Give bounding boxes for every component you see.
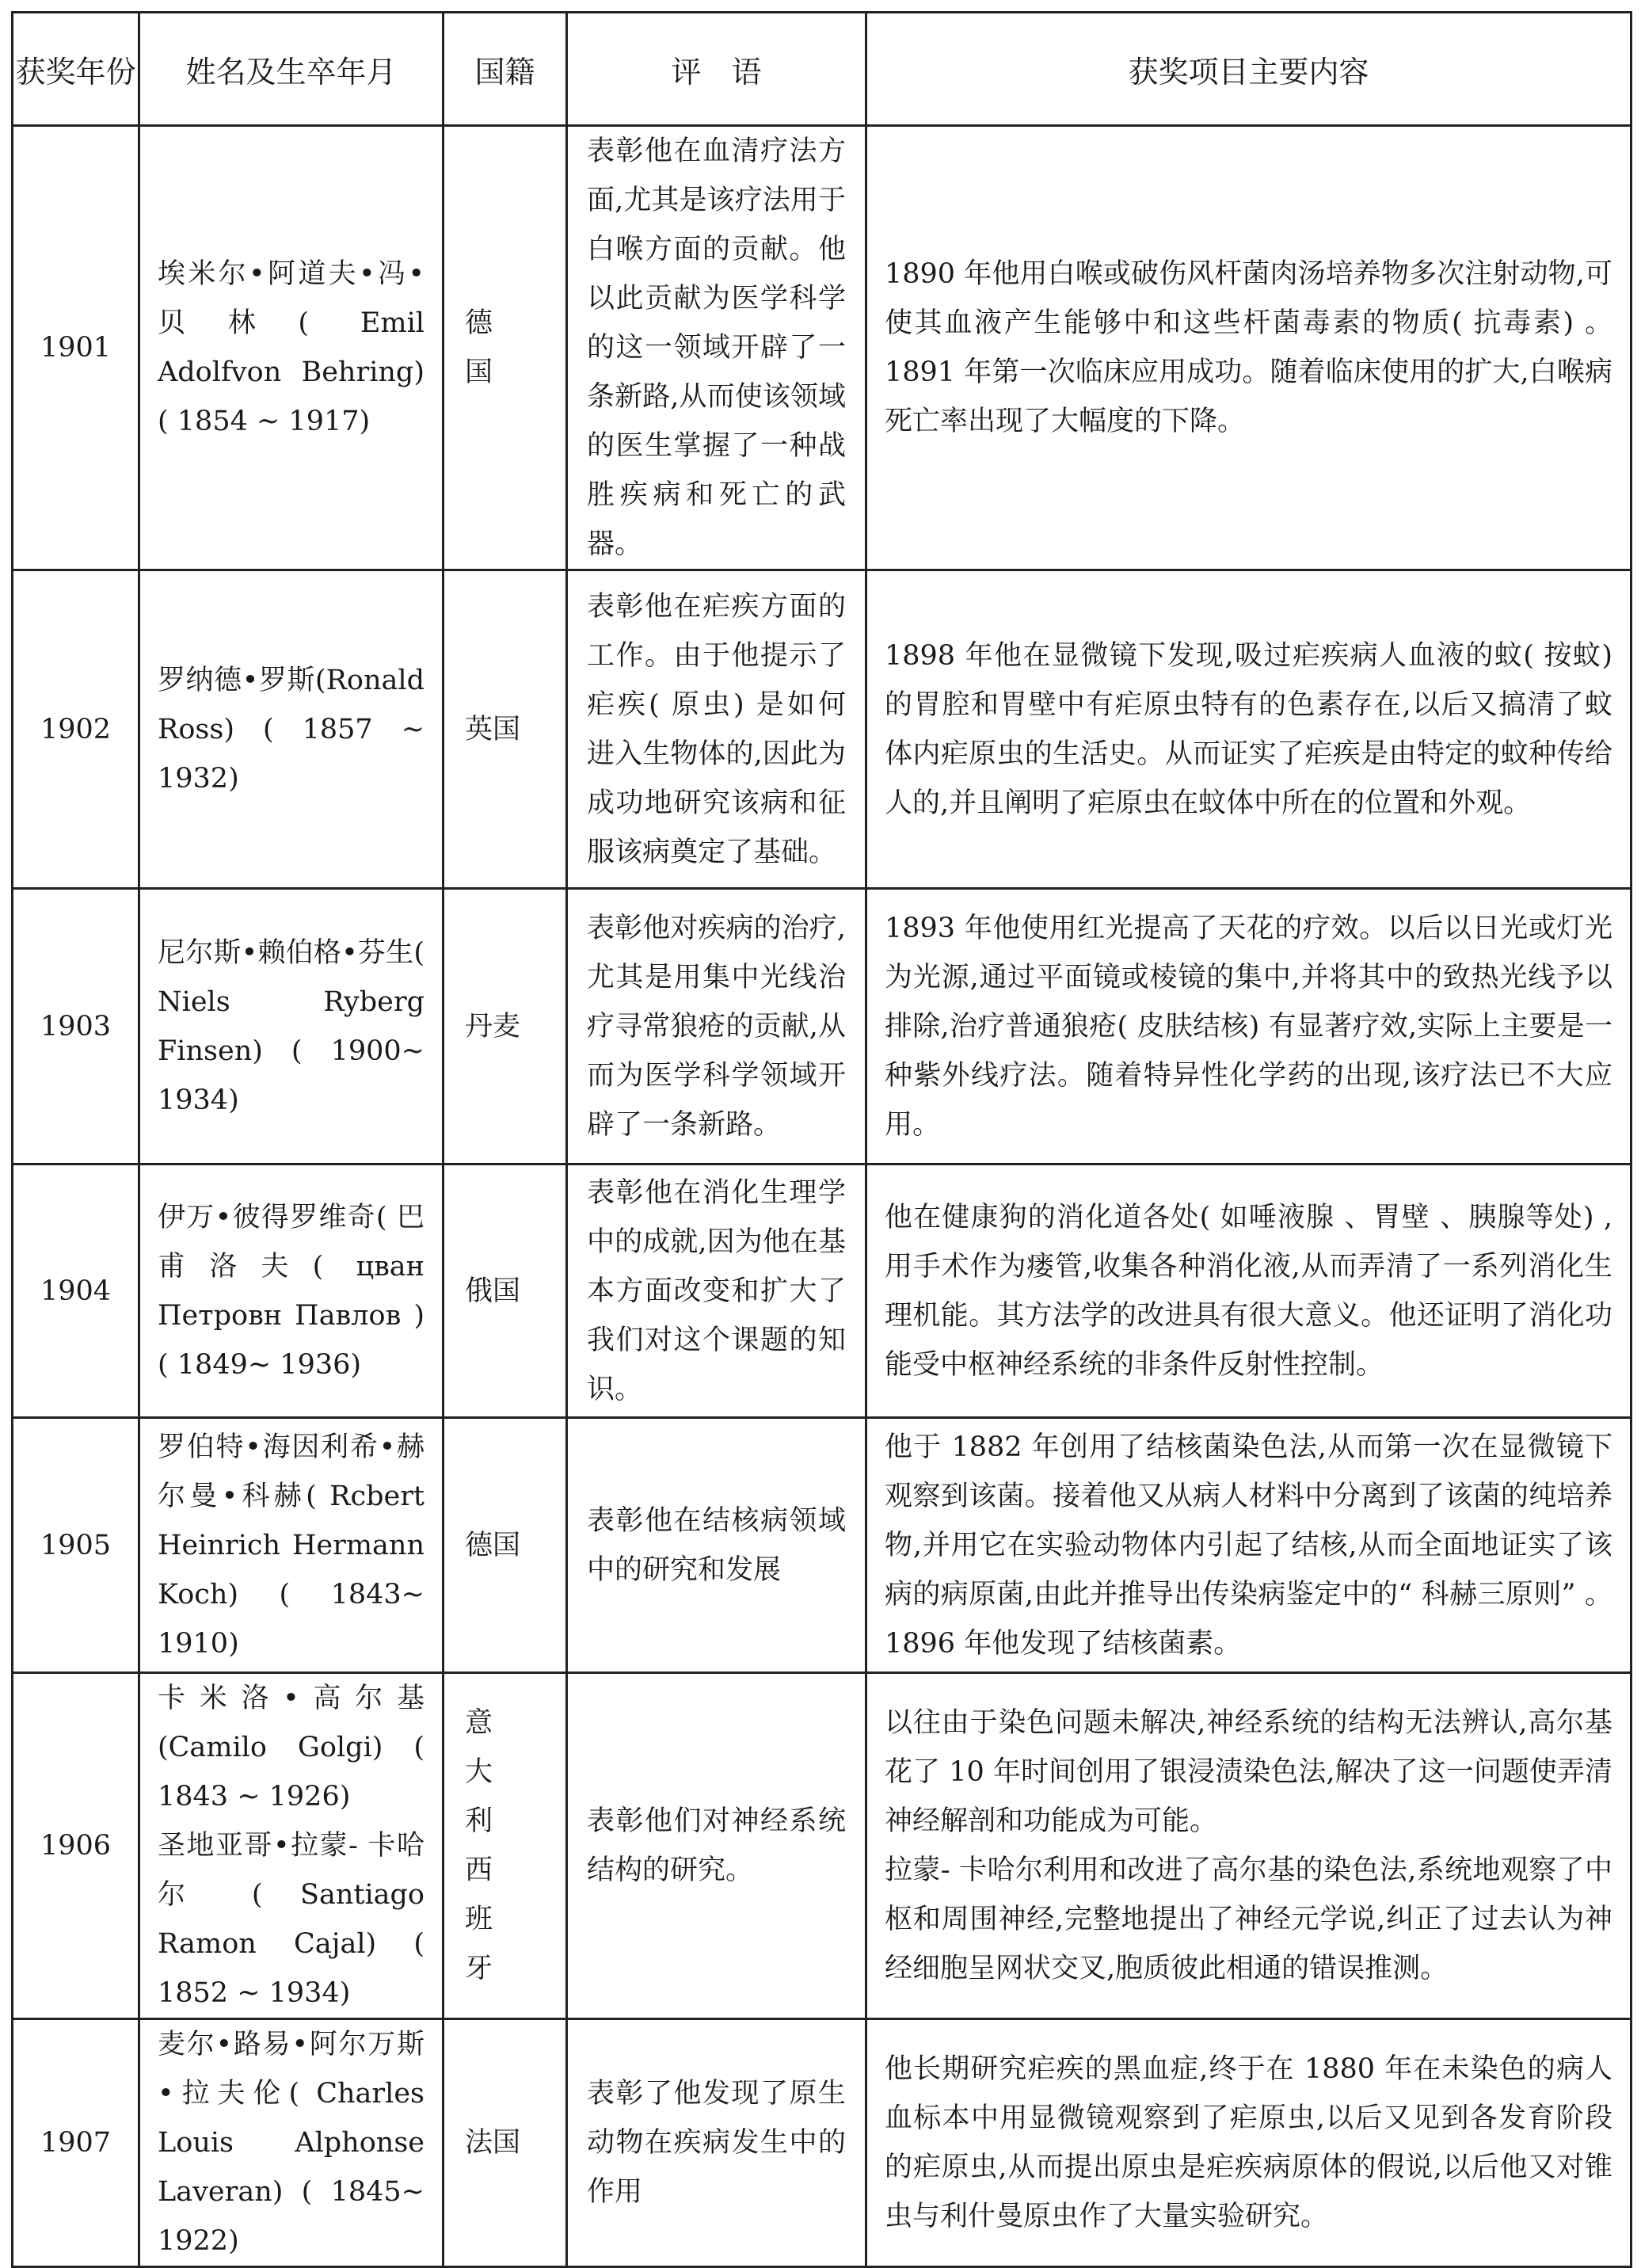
nationality-cell [444,889,567,1164]
comment-cell: 表彰他在消化生理学中的成就,因为他在基本方面改变和扩大了我们对这个课题的知识。 [567,1164,866,1418]
name-cell: 尼尔斯•赖伯格•芬生( Niels Ryberg Finsen) ( 1900~ 1934) [139,889,444,1164]
name-cell: 罗伯特•海因利希•赫尔曼•科赫( Rcbert Heinrich Hermann Koch) ( 1843~ 1910) [139,1418,444,1673]
year-cell: 1907 [13,2019,139,2267]
content-cajal: 拉蒙- 卡哈尔利用和改进了高尔基的染色法,系统地观察了中枢和周围神经,完整地提出了神经元学说,纠正了过去认为神经细胞呈网状交叉,胞质彼此相通的错误推测。 [885,1854,1612,1984]
table-row [13,126,1631,570]
content-cell: 1893 年他使用红光提高了天花的疗效。以后以日光或灯光为光源,通过平面镜或棱镜的集中,并将其中的致热光线予以排除,治疗普通狼疮( 皮肤结核) 有显著疗效,实际上主要是一种紫外线疗法。随着特异性化学药的出现,该疗法已不大应用。 [866,889,1631,1164]
nationality-text: 俄国 [465,1275,521,1307]
content-cell: 1890 年他用白喉或破伤风杆菌肉汤培养物多次注射动物,可使其血液产生能够中和这些杆菌毒素的物质( 抗毒素) 。1891 年第一次临床应用成功。随着临床使用的扩大,白喉病死亡率出现了大幅度的下降。 [866,126,1631,570]
nationality-text: 丹麦 [465,1010,521,1043]
header-name: 姓名及生卒年月 [139,13,444,126]
nationality-cell [444,570,567,889]
comment-cell: 表彰他在结核病领域中的研究和发展 [567,1418,866,1673]
nationality-cell [444,126,567,570]
nobel-prize-table [11,11,1632,2268]
nationality-italy: 意大利 [465,1707,524,1837]
year-cell: 1903 [13,889,139,1164]
year-cell: 1906 [13,1673,139,2019]
nationality-cell [444,1418,567,1673]
table-header-row [13,13,1631,126]
year-cell: 1905 [13,1418,139,1673]
comment-cell: 表彰他在疟疾方面的工作。由于他提示了疟疾( 原虫) 是如何进入生物体的,因此为成功地研究该病和征服该病奠定了基础。 [567,570,866,889]
laureate-name-cajal: 圣地亚哥•拉蒙- 卡哈尔 ( Santiago Ramon Cajal) ( 1852 ~ 1934) [158,1830,425,2009]
nationality-spain: 西班牙 [465,1854,524,1984]
table-row [13,1164,1631,1418]
header-comment: 评 语 [567,13,866,126]
year-cell: 1902 [13,570,139,889]
nationality-text: 德国 [465,1529,521,1561]
content-cell: 他长期研究疟疾的黑血症,终于在 1880 年在未染色的病人血标本中用显微镜观察到了疟原虫,以后又见到各发育阶段的疟原虫,从而提出原虫是疟疾病原体的假说,以后他又对锥虫与利什曼原虫作了大量实验研究。 [866,2019,1631,2267]
header-content: 获奖项目主要内容 [866,13,1631,126]
nationality-cell [444,1673,567,2019]
name-cell [139,1673,444,2019]
laureate-name-golgi: 卡米洛•高尔基(Camilo Golgi) ( 1843 ~ 1926) [158,1683,425,1812]
table-row [13,1673,1631,2019]
nationality-text: 英国 [465,713,521,745]
name-cell: 麦尔•路易•阿尔万斯•拉夫伦( Charles Louis Alphonse Laveran) ( 1845~ 1922) [139,2019,444,2267]
name-cell: 埃米尔•阿道夫•冯•贝林( Emil Adolfvon Behring) ( 1854 ~ 1917) [139,126,444,570]
year-cell: 1901 [13,126,139,570]
table-row [13,2019,1631,2267]
content-cell: 他于 1882 年创用了结核菌染色法,从而第一次在显微镜下观察到该菌。接着他又从病人材料中分离到了该菌的纯培养物,并用它在实验动物体内引起了结核,从而全面地证实了该病的病原菌,由此并推导出传染病鉴定中的“ 科赫三原则” 。1896 年他发现了结核菌素。 [866,1418,1631,1673]
nationality-cell [444,1164,567,1418]
year-cell: 1904 [13,1164,139,1418]
nationality-text: 法国 [465,2127,521,2159]
content-cell [866,1673,1631,2019]
nationality-text: 德国 [465,307,524,388]
name-cell: 伊万•彼得罗维奇( 巴甫洛夫( цван Петровн Павлов ) ( 1849~ 1936) [139,1164,444,1418]
name-cell: 罗纳德•罗斯(Ronald Ross) ( 1857 ~ 1932) [139,570,444,889]
header-year: 获奖年份 [13,13,139,126]
comment-cell: 表彰他在血清疗法方面,尤其是该疗法用于白喉方面的贡献。他以此贡献为医学科学的这一领域开辟了一条新路,从而使该领域的医生掌握了一种战胜疾病和死亡的武器。 [567,126,866,570]
content-golgi: 以往由于染色问题未解决,神经系统的结构无法辨认,高尔基花了 10 年时间创用了银浸渍染色法,解决了这一问题使弄清神经解剖和功能成为可能。 [885,1707,1612,1837]
table-row [13,1418,1631,1673]
header-nationality: 国籍 [444,13,567,126]
content-cell: 1898 年他在显微镜下发现,吸过疟疾病人血液的蚊( 按蚊) 的胃腔和胃壁中有疟原虫特有的色素存在,以后又搞清了蚊体内疟原虫的生活史。从而证实了疟疾是由特定的蚊种传给人的,并且阐明了疟原虫在蚊体中所在的位置和外观。 [866,570,1631,889]
nationality-cell [444,2019,567,2267]
comment-cell: 表彰他们对神经系统结构的研究。 [567,1673,866,2019]
comment-cell: 表彰他对疾病的治疗,尤其是用集中光线治疗寻常狼疮的贡献,从而为医学科学领域开辟了一条新路。 [567,889,866,1164]
comment-cell: 表彰了他发现了原生动物在疾病发生中的作用 [567,2019,866,2267]
content-cell: 他在健康狗的消化道各处( 如唾液腺 、胃壁 、胰腺等处) ,用手术作为瘘管,收集各种消化液,从而弄清了一系列消化生理机能。其方法学的改进具有很大意义。他还证明了消化功能受中枢神经系统的非条件反射性控制。 [866,1164,1631,1418]
table-row [13,889,1631,1164]
table-row [13,570,1631,889]
